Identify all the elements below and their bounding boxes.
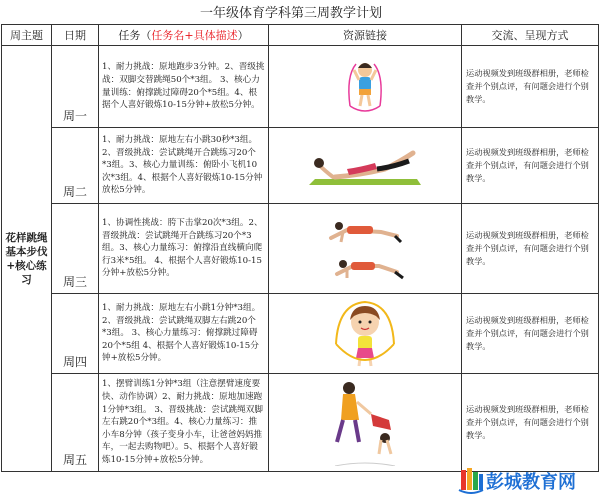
watermark-text: 彭城教育网 [486,472,576,493]
header-row [2,25,599,46]
header-theme: 周主题 [2,25,52,46]
header-task: 任务（任务名+具体描述） [99,25,269,46]
exchange-method: 运动视频发到班级群相册，老师检查并个别点评，有问题会进行个别教学。 [462,374,599,472]
girl-jump-rope-icon [330,298,400,370]
exchange-method: 运动视频发到班级群相册，老师检查并个别点评，有问题会进行个别教学。 [462,204,599,294]
exchange-method: 运动视频发到班级群相册，老师检查并个别点评，有问题会进行个别教学。 [462,46,599,128]
resource-link[interactable] [269,204,462,294]
week-label: 周二 [52,128,99,204]
child-jump-rope-icon [342,56,388,118]
table-row [2,204,599,294]
plan-table [1,24,599,472]
task-description: 1、耐力挑战：原地跑步3分钟。2、晋级挑战：双脚交替跳绳50个*3组。 3、核心力量训练：俯撑跳过障碍20个*5组。4、根据个人喜好锻炼10-15分钟+放松5分钟。 [99,46,269,128]
week-label: 周三 [52,204,99,294]
exchange-method: 运动视频发到班级群相册，老师检查并个别点评，有问题会进行个别教学。 [462,128,599,204]
table-row [2,46,599,128]
task-description: 1、耐力挑战：原地左右小跳30秒*3组。2、晋级挑战：尝试跳绳开合跳练习20个*3组。3、核心力量训练：俯卧小飞机10次*3组。4、根据个人喜好锻炼10-15分钟放松5分钟。 [99,128,269,204]
task-description: 1、协调性挑战：胯下击掌20次*3组。2、晋级挑战：尝试跳绳开合跳练习20个*3组。3、核心力量练习：俯撑沿直线横向爬行3米*5组。 4、根据个人喜好锻炼10-15分钟+放松5分钟。 [99,204,269,294]
book-logo-icon [458,466,484,494]
page-title: 一年级体育学科第三周教学计划 [199,6,382,21]
task-description: 1、耐力挑战：原地左右小跳1分钟*3组。 2、晋级挑战：尝试跳绳双脚左右跳20个*3组。 3、核心力量练习：俯撑跳过障碍20个*5组 4、根据个人喜好锻炼10-15分钟+放松5分钟。 [99,294,269,374]
exchange-method: 运动视频发到班级群相册，老师检查并个别点评，有问题会进行个别教学。 [462,294,599,374]
week-label: 周四 [52,294,99,374]
resource-link[interactable] [269,374,462,472]
plank-crawl-icon [317,212,413,286]
table-row [2,128,599,204]
week-label: 周五 [52,374,99,472]
resource-link[interactable] [269,46,462,128]
task-description: 1、摆臂训练1分钟*3组（注意摆臂速度要快、动作协调）2、耐力挑战：原地加速跑1分钟*3组。 3、晋级挑战：尝试跳绳双脚左右跳20个*3组。4、核心力量练习：推小车8分钟（孩子变身小车，让爸爸妈妈推车，一起去购物吧）。5、根据个人喜好锻炼10-15分钟+放松5分钟。 [99,374,269,472]
wheelbarrow-icon [325,380,405,466]
resource-link[interactable] [269,294,462,374]
header-resource: 资源链接 [269,25,462,46]
header-date: 日期 [52,25,99,46]
prone-superman-icon [305,141,425,191]
table-row [2,374,599,472]
header-task-note: 任务名+具体描述 [151,29,238,42]
week-theme: 花样跳绳基本步伐+核心练习 [2,46,52,472]
week-label: 周一 [52,46,99,128]
header-exchange: 交流、呈现方式 [462,25,599,46]
table-row [2,294,599,374]
resource-link[interactable] [269,128,462,204]
watermark-logo [458,466,600,496]
